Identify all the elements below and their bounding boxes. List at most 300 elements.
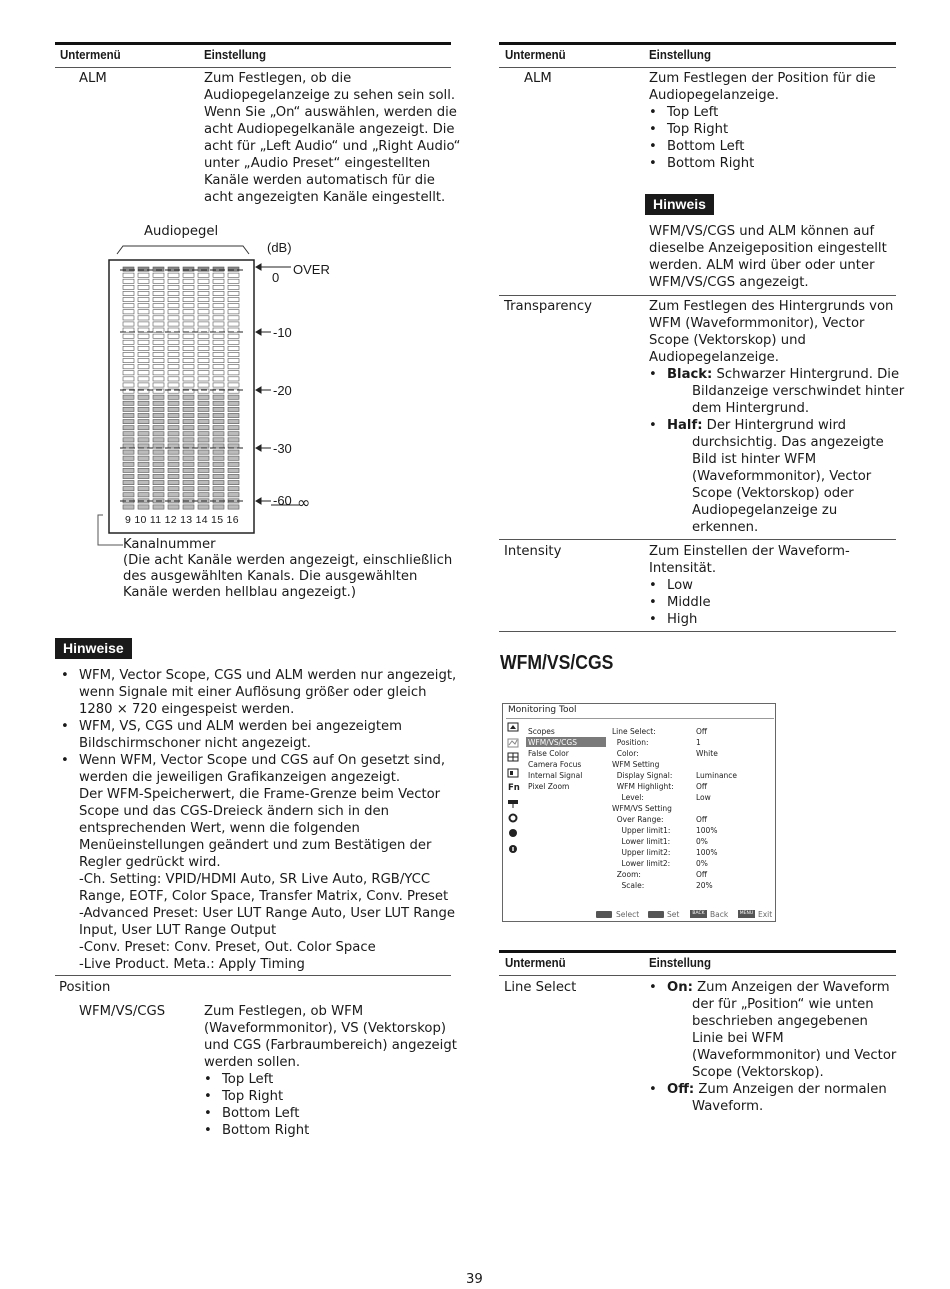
mt-setting-value[interactable]: 100%: [696, 848, 718, 857]
option-on: • On: Zum Anzeigen der Waveform: [649, 979, 896, 996]
meter-segment: [183, 377, 194, 381]
meter-segment: [213, 468, 224, 472]
meter-segment: [153, 322, 164, 326]
meter-segment: [228, 304, 239, 308]
row-rule: [499, 539, 896, 540]
meter-segment: [198, 285, 209, 289]
hinweise-end-rule: [55, 975, 451, 976]
meter-over: OVER: [293, 262, 330, 277]
meter-segment: [213, 444, 224, 448]
hinweise-label: Hinweise: [55, 638, 132, 659]
hinweis-bullet-3: • Wenn WFM, Vector Scope und CGS auf On gesetzt sind,: [61, 752, 456, 769]
meter-segment: [183, 450, 194, 454]
meter-segment: [153, 462, 164, 466]
meter-segment: [168, 481, 179, 485]
intensity-option: • Middle: [649, 594, 850, 611]
meter-segment: [168, 365, 179, 369]
meter-segment: [123, 450, 134, 454]
meter-segment: [153, 450, 164, 454]
meter-segment: [168, 371, 179, 375]
meter-segment: [183, 426, 194, 430]
mt-setting-value[interactable]: Off: [696, 815, 708, 824]
meter-segment: [123, 377, 134, 381]
meter-segment: [213, 322, 224, 326]
meter-segment: [213, 352, 224, 356]
meter-segment: [168, 310, 179, 314]
meter-segment: [153, 505, 164, 509]
meter-segment: [138, 334, 149, 338]
meter-segment: [123, 340, 134, 344]
meter-segment: [213, 432, 224, 436]
meter-segment: [183, 383, 194, 387]
grid-icon: [508, 753, 518, 761]
meter-segment: [123, 468, 134, 472]
mt-menu-scopes[interactable]: Scopes: [528, 727, 555, 736]
meter-segment: [153, 420, 164, 424]
meter-segment: [138, 474, 149, 478]
option-half: • Half: Der Hintergrund wird: [649, 417, 904, 434]
meter-segment: [138, 420, 149, 424]
meter-segment: [123, 359, 134, 363]
meter-segment: [183, 304, 194, 308]
meter-segment: [123, 279, 134, 283]
mt-setting-value[interactable]: Low: [696, 793, 711, 802]
meter-segment: [123, 383, 134, 387]
meter-segment: [213, 413, 224, 417]
alm-position-description: Zum Festlegen der Position für die Audiopegelanzeige. • Top Left • Top Right • Bottom Left • Bottom Right: [649, 70, 876, 172]
meter-segment: [213, 426, 224, 430]
meter-segment: [168, 444, 179, 448]
tick-0: 0: [272, 270, 280, 285]
meter-segment: [138, 438, 149, 442]
intensity-description: Zum Einstellen der Waveform- Intensität. • Low • Middle • High: [649, 543, 850, 628]
meter-segment: [123, 444, 134, 448]
meter-caption: Kanalnummer (Die acht Kanäle werden angezeigt, einschließlich des ausgewählten Kanals. Die ausgewählten Kanäle werden hellblau angezeigt.): [123, 537, 453, 600]
meter-segment: [138, 352, 149, 356]
meter-segment: [123, 273, 134, 277]
meter-segment: [123, 401, 134, 405]
meter-segment: [183, 346, 194, 350]
meter-segment: [228, 334, 239, 338]
meter-segment: [228, 310, 239, 314]
transparency-label: Transparency: [504, 299, 592, 314]
meter-segment: [228, 401, 239, 405]
meter-segment: [138, 359, 149, 363]
meter-segment: [228, 395, 239, 399]
meter-segment: [123, 481, 134, 485]
meter-segment: [153, 304, 164, 308]
meter-segment: [153, 468, 164, 472]
mt-setting-value[interactable]: 100%: [696, 826, 718, 835]
meter-segment: [198, 450, 209, 454]
meter-segment: [183, 401, 194, 405]
meter-segment: [228, 291, 239, 295]
select-key-icon: [596, 911, 612, 918]
meter-segment: [153, 474, 164, 478]
back-key-icon: BACK: [690, 910, 707, 918]
meter-segment: [168, 273, 179, 277]
alm-option: • Top Left: [649, 104, 876, 121]
meter-segment: [198, 487, 209, 491]
meter-segment: [153, 340, 164, 344]
meter-segment: [198, 432, 209, 436]
wrench-icon: [509, 829, 517, 837]
meter-segment: [168, 316, 179, 320]
meter-segment: [123, 407, 134, 411]
meter-segment: [198, 334, 209, 338]
meter-segment: [198, 267, 209, 271]
meter-segment: [138, 413, 149, 417]
meter-segment: [213, 456, 224, 460]
meter-segment: [183, 481, 194, 485]
meter-segment: [123, 298, 134, 302]
meter-segment: [213, 371, 224, 375]
meter-segment: [198, 395, 209, 399]
hinweis-label: Hinweis: [645, 194, 714, 215]
meter-segment: [213, 310, 224, 314]
meter-segment: [123, 334, 134, 338]
fn-label: Fn: [508, 783, 520, 793]
meter-segment: [153, 395, 164, 399]
meter-segment: [138, 291, 149, 295]
meter-segment: [213, 450, 224, 454]
meter-segment: [123, 426, 134, 430]
mt-menu-pixel-zoom[interactable]: Pixel Zoom: [528, 782, 570, 791]
mt-setting-value[interactable]: White: [696, 749, 718, 758]
alm-option: • Top Right: [649, 121, 876, 138]
meter-segment: [138, 310, 149, 314]
meter-segment: [153, 365, 164, 369]
meter-segment: [153, 401, 164, 405]
meter-segment: [213, 316, 224, 320]
mt-setting-label: Lower limit1:: [612, 837, 671, 846]
meter-segment: [153, 298, 164, 302]
meter-segment: [138, 493, 149, 497]
meter-segment: [168, 395, 179, 399]
meter-segment: [123, 310, 134, 314]
meter-segment: [198, 322, 209, 326]
meter-segment: [153, 359, 164, 363]
meter-segment: [228, 285, 239, 289]
meter-segment: [213, 273, 224, 277]
position-title: Position: [59, 980, 111, 995]
gear-icon: [510, 815, 517, 822]
mt-setting-label: Scale:: [612, 881, 645, 890]
meter-segment: [123, 322, 134, 326]
meter-segment: [228, 474, 239, 478]
meter-segment: [183, 291, 194, 295]
meter-segment: [198, 444, 209, 448]
meter-segment: [138, 371, 149, 375]
meter-segment: [168, 426, 179, 430]
meter-segment: [228, 456, 239, 460]
meter-segment: [228, 493, 239, 497]
meter-segment: [168, 438, 179, 442]
meter-segment: [168, 285, 179, 289]
mt-setting-label: Upper limit2:: [612, 848, 671, 857]
meter-segment: [213, 377, 224, 381]
meter-segment: [198, 438, 209, 442]
meter-segment: [198, 346, 209, 350]
meter-segment: [168, 334, 179, 338]
meter-segment: [213, 267, 224, 271]
meter-segment: [183, 298, 194, 302]
meter-segment: [183, 279, 194, 283]
meter-segment: [138, 450, 149, 454]
meter-segment: [228, 413, 239, 417]
header-einstellung: Einstellung: [204, 48, 266, 62]
meter-segment: [183, 267, 194, 271]
meter-segment: [198, 371, 209, 375]
meter-segment: [183, 493, 194, 497]
info-icon: [509, 845, 517, 853]
position-description: Zum Festlegen, ob WFM (Waveformmonitor), VS (Vektorskop) und CGS (Farbraumbereich) angezeigt werden sollen. • Top Left • Top Right • Bottom Left • Bottom Right: [204, 1003, 457, 1139]
meter-segment: [198, 352, 209, 356]
meter-segment: [168, 468, 179, 472]
tick-minus30: -30: [273, 441, 292, 456]
meter-segment: [183, 395, 194, 399]
meter-segment: [123, 346, 134, 350]
transparency-description: Zum Festlegen des Hintergrunds von WFM (Waveformmonitor), Vector Scope (Vektorskop) und Audiopegelanzeige. • Black: Schwarzer Hintergrund. Die Bildanzeige verschwindet hinter dem Hintergrund. • Half: Der Hintergrund wird durchsichtig. Das angezeigte Bild ist hinter WFM (Waveformmonitor), Vector Scope (Vektorskop) oder Audiopegelanzeige zu erkennen.: [649, 298, 904, 536]
mt-setting-label: Display Signal:: [612, 771, 673, 780]
meter-segment: [198, 279, 209, 283]
position-option: • Bottom Left: [204, 1105, 457, 1122]
meter-segment: [213, 462, 224, 466]
mt-setting-value[interactable]: Off: [696, 870, 708, 879]
infinity-symbol: ∞: [297, 493, 311, 512]
meter-segment: [198, 493, 209, 497]
meter-segment: [153, 413, 164, 417]
meter-segment: [213, 365, 224, 369]
meter-segment: [123, 352, 134, 356]
meter-segment: [168, 279, 179, 283]
meter-segment: [213, 298, 224, 302]
meter-title: Audiopegel: [144, 224, 219, 239]
meter-segment: [138, 279, 149, 283]
meter-segment: [183, 444, 194, 448]
hinweis-bullet-1: • WFM, Vector Scope, CGS und ALM werden nur angezeigt,: [61, 667, 456, 684]
meter-segment: [198, 383, 209, 387]
right-row-label-alm: ALM: [524, 71, 552, 86]
mt-setting-value[interactable]: Off: [696, 727, 708, 736]
meter-segment: [228, 352, 239, 356]
meter-segment: [123, 493, 134, 497]
meter-segment: [228, 298, 239, 302]
meter-segment: [138, 365, 149, 369]
meter-segment: [213, 334, 224, 338]
meter-segment: [198, 407, 209, 411]
mt-setting-label: Over Range:: [612, 815, 664, 824]
meter-segment: [228, 273, 239, 277]
meter-segment: [168, 304, 179, 308]
mt-setting-value[interactable]: Off: [696, 782, 708, 791]
mt-setting-label: Position:: [612, 738, 649, 747]
meter-segment: [168, 450, 179, 454]
option-black: • Black: Schwarzer Hintergrund. Die: [649, 366, 904, 383]
meter-segment: [183, 462, 194, 466]
meter-segment: [228, 487, 239, 491]
meter-segment: [123, 432, 134, 436]
meter-segment: [168, 474, 179, 478]
meter-segment: [168, 456, 179, 460]
mt-setting-value[interactable]: 0%: [696, 859, 708, 868]
meter-segment: [168, 298, 179, 302]
mt-setting-value[interactable]: 20%: [696, 881, 713, 890]
meter-segment: [228, 407, 239, 411]
meter-segment: [138, 481, 149, 485]
meter-segment: [153, 383, 164, 387]
row-rule: [499, 295, 896, 296]
meter-segment: [183, 438, 194, 442]
meter-segment: [138, 444, 149, 448]
meter-segment: [198, 426, 209, 430]
meter-segment: [213, 340, 224, 344]
meter-segment: [228, 468, 239, 472]
meter-segment: [123, 474, 134, 478]
meter-segment: [168, 420, 179, 424]
meter-segment: [168, 359, 179, 363]
meter-segment: [198, 291, 209, 295]
meter-segment: [228, 322, 239, 326]
mt-title-rule: [506, 718, 774, 719]
mt-footer-exit: Exit: [758, 910, 773, 919]
meter-segment: [123, 267, 134, 271]
tick-minus60: -60: [273, 493, 292, 508]
mt-setting-value[interactable]: Luminance: [696, 771, 738, 780]
mt-setting-value[interactable]: 1: [696, 738, 701, 747]
meter-segment: [138, 395, 149, 399]
meter-segment: [138, 285, 149, 289]
meter-segment: [168, 407, 179, 411]
page-number: 39: [466, 1272, 483, 1287]
meter-segment: [168, 505, 179, 509]
meter-segment: [213, 407, 224, 411]
meter-segment: [168, 377, 179, 381]
alm-option: • Bottom Left: [649, 138, 876, 155]
meter-segment: [198, 468, 209, 472]
meter-segment: [198, 420, 209, 424]
alm-option: • Bottom Right: [649, 155, 876, 172]
table-top-rule: [55, 42, 451, 45]
mt-menu-internal-signal[interactable]: Internal Signal: [528, 771, 583, 780]
meter-segment: [153, 456, 164, 460]
meter-segment: [183, 365, 194, 369]
meter-segment: [183, 322, 194, 326]
meter-segment: [228, 340, 239, 344]
mt-setting-label: Lower limit2:: [612, 859, 671, 868]
meter-segment: [153, 285, 164, 289]
mt-setting-label: Level:: [612, 793, 644, 802]
meter-segment: [198, 413, 209, 417]
input-icon: [508, 769, 518, 777]
meter-segment: [228, 346, 239, 350]
meter-segment: [168, 291, 179, 295]
mt-footer-select: Select: [616, 910, 640, 919]
meter-segment: [138, 304, 149, 308]
hinweise-list: • WFM, Vector Scope, CGS und ALM werden nur angezeigt, wenn Signale mit einer Auflösung größer oder gleich 1280 × 720 eingespeist werden. • WFM, VS, CGS und ALM werden bei angezeigtem Bildschirmschoner nicht angezeigt. • Wenn WFM, Vector Scope und CGS auf On gesetzt sind, werden die jeweiligen Grafikanzeigen angezeigt. Der WFM-Speicherwert, die Frame-Grenze beim Vector Scope und das CGS-Dreieck ändern sich in den entsprechenden Wert, wenn die folgenden Menüeinstellungen geändert und zum Bestätigen der Regler gedrückt wird. -Ch. Setting: VPID/HDMI Auto, SR Live Auto, RGB/YCC Range, EOTF, Color Space, Transfer Matrix, Conv. Preset -Advanced Preset: User LUT Range Auto, User LUT Range Input, User LUT Range Output -Conv. Preset: Conv. Preset, Out. Color Space -Live Product. Meta.: Apply Timing: [61, 667, 456, 973]
meter-segment: [228, 444, 239, 448]
mt-setting-label: WFM Highlight:: [612, 782, 674, 791]
mt-footer-set: Set: [667, 910, 680, 919]
position-sub-label: WFM/VS/CGS: [79, 1004, 166, 1019]
mt-menu-wfm-vs-cgs[interactable]: WFM/VS/CGS: [528, 738, 577, 747]
meter-segment: [198, 401, 209, 405]
meter-segment: [123, 456, 134, 460]
meter-segment: [123, 304, 134, 308]
meter-segment: [153, 346, 164, 350]
meter-segment: [138, 407, 149, 411]
position-option: • Top Left: [204, 1071, 457, 1088]
meter-segment: [213, 438, 224, 442]
header-untermenu: Untermenü: [60, 48, 121, 62]
meter-segment: [183, 310, 194, 314]
meter-segment: [213, 487, 224, 491]
meter-segment: [153, 279, 164, 283]
meter-segment: [228, 267, 239, 271]
set-key-icon: [648, 911, 664, 918]
intensity-option: • High: [649, 611, 850, 628]
mt-menu-false-color[interactable]: False Color: [528, 749, 569, 758]
mt-setting-value[interactable]: 0%: [696, 837, 708, 846]
meter-segment: [198, 505, 209, 509]
intensity-option: • Low: [649, 577, 850, 594]
meter-segment: [213, 420, 224, 424]
meter-segment: [198, 359, 209, 363]
meter-segment: [198, 377, 209, 381]
meter-segment: [228, 432, 239, 436]
meter-segment: [153, 407, 164, 411]
meter-segment: [213, 359, 224, 363]
meter-segment: [123, 371, 134, 375]
meter-segment: [153, 444, 164, 448]
option-off: • Off: Zum Anzeigen der normalen: [649, 1081, 896, 1098]
mt-setting-label: Line Select:: [612, 727, 656, 736]
meter-segment: [213, 291, 224, 295]
mt-setting-label: Color:: [612, 749, 639, 758]
right-table-top-rule: [499, 42, 896, 45]
meter-segment: [153, 310, 164, 314]
meter-segment: [198, 316, 209, 320]
bottom-header-rule: [499, 975, 896, 976]
meter-segment: [198, 456, 209, 460]
position-option: • Top Right: [204, 1088, 457, 1105]
position-option: • Bottom Right: [204, 1122, 457, 1139]
meter-segment: [138, 377, 149, 381]
meter-segment: [183, 273, 194, 277]
right-header-einstellung: Einstellung: [649, 48, 711, 62]
meter-segment: [123, 420, 134, 424]
mt-menu-camera-focus[interactable]: Camera Focus: [528, 760, 582, 769]
meter-segment: [213, 481, 224, 485]
scope-icon: [508, 739, 518, 747]
bottom-table-top-rule: [499, 950, 896, 953]
meter-segment: [198, 340, 209, 344]
meter-segment: [153, 291, 164, 295]
table-end-rule: [499, 631, 896, 632]
meter-segment: [153, 371, 164, 375]
meter-segment: [228, 426, 239, 430]
meter-segment: [228, 279, 239, 283]
meter-segment: [168, 322, 179, 326]
line-select-label: Line Select: [504, 980, 577, 995]
display-icon: [508, 800, 518, 808]
meter-unit: (dB): [267, 240, 292, 255]
meter-segment: [183, 407, 194, 411]
meter-segment: [123, 413, 134, 417]
meter-segment: [183, 505, 194, 509]
meter-segment: [168, 340, 179, 344]
meter-segment: [168, 432, 179, 436]
